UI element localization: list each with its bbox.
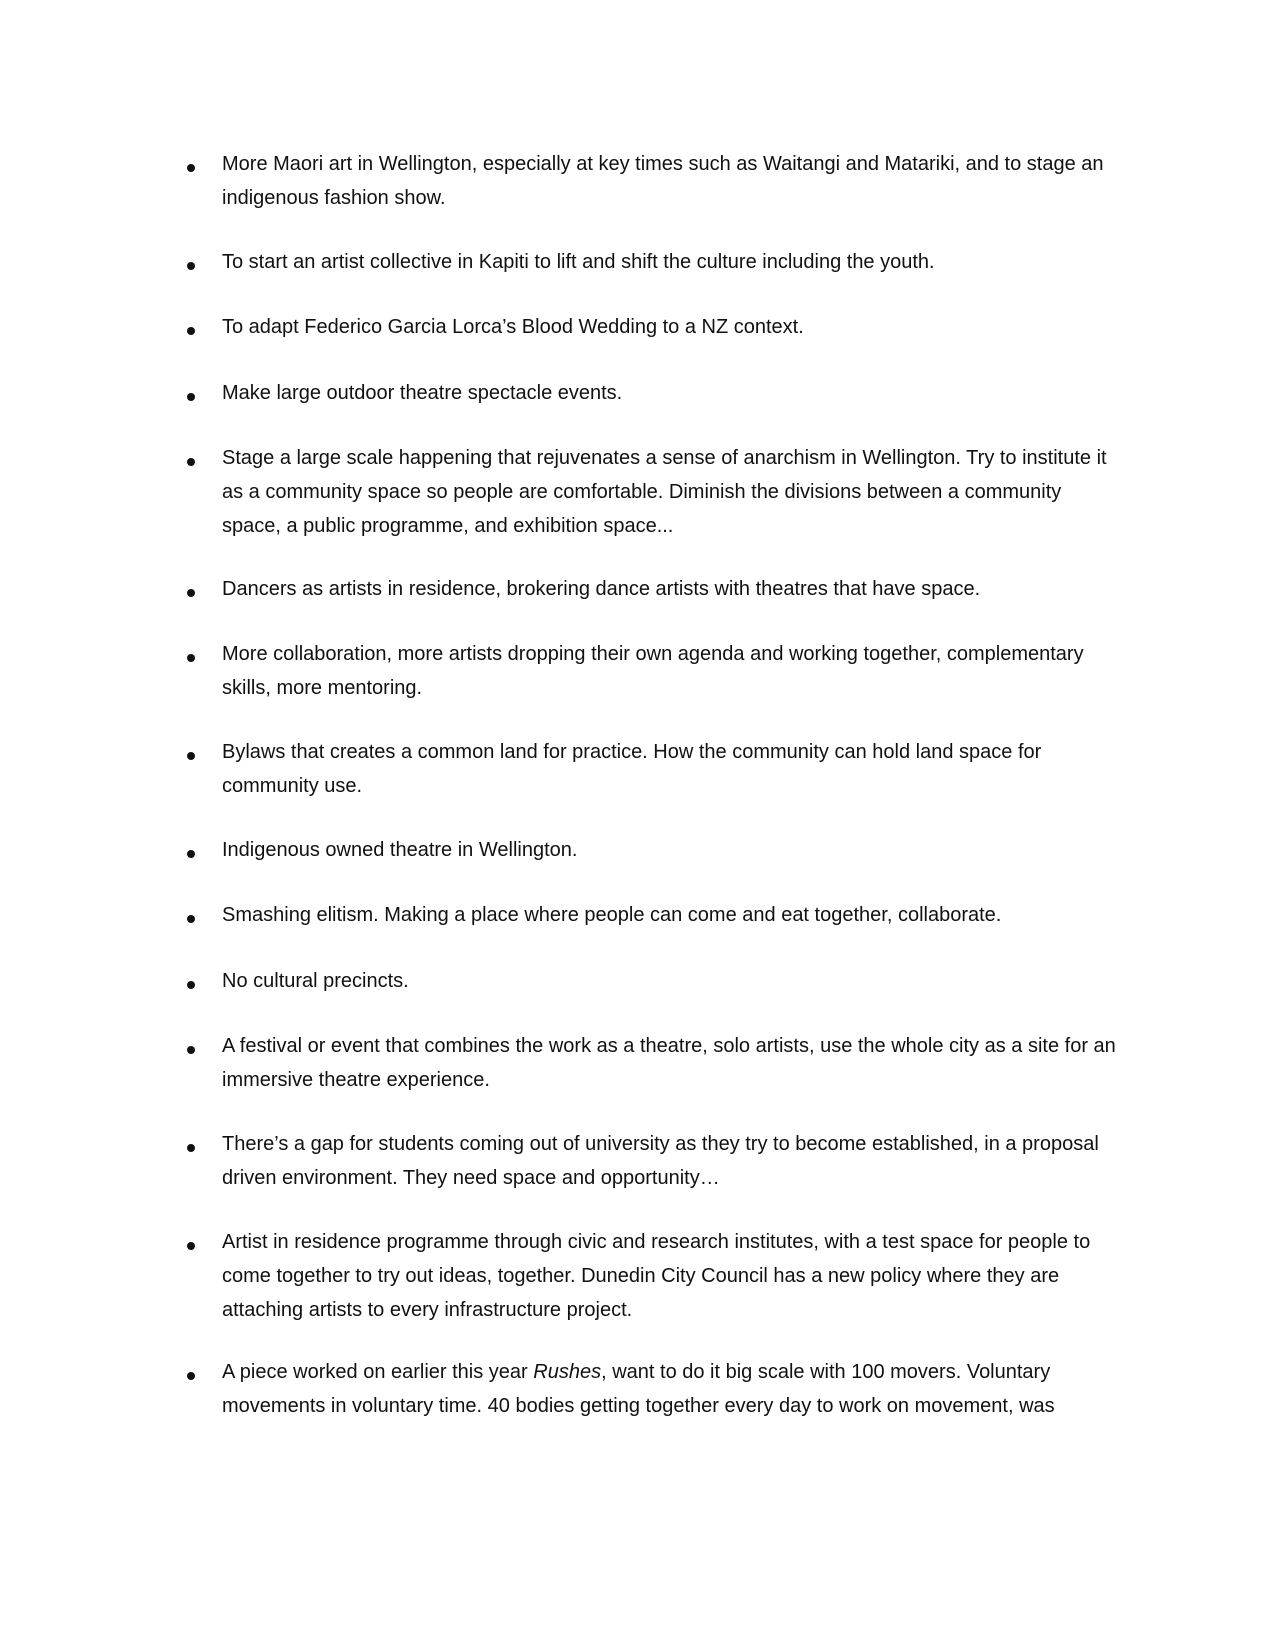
work-title: Rushes <box>533 1361 602 1383</box>
bullet-icon <box>187 1242 195 1250</box>
bullet-icon <box>187 850 195 858</box>
list-item-text: More collaboration, more artists dropping their own agenda and working together, complementary skills, more mentoring. <box>222 643 1084 699</box>
bullet-icon <box>187 589 195 597</box>
list-item-text: There’s a gap for students coming out of university as they try to become established, in a proposal driven environment. They need space and opportunity… <box>222 1133 1099 1189</box>
list-item-text: Indigenous owned theatre in Wellington. <box>222 839 578 861</box>
list-item-text: A festival or event that combines the work as a theatre, solo artists, use the whole city as a site for an immersive theatre experience. <box>222 1035 1116 1091</box>
list-item-text <box>222 1355 1117 1423</box>
list-item-text: Make large outdoor theatre spectacle events. <box>222 382 623 404</box>
list-item-text: To start an artist collective in Kapiti to lift and shift the culture including the youth. <box>222 251 935 273</box>
list-item-text: Smashing elitism. Making a place where people can come and eat together, collaborate. <box>222 904 1002 926</box>
bullet-icon <box>187 752 195 760</box>
list-item-text: More Maori art in Wellington, especially at key times such as Waitangi and Matariki, and to stage an indigenous fashion show. <box>222 153 1104 209</box>
bullet-icon <box>187 915 195 923</box>
bullet-icon <box>187 327 195 335</box>
bullet-icon <box>187 654 195 662</box>
list-item-text: To adapt Federico Garcia Lorca’s Blood Wedding to a NZ context. <box>222 316 804 338</box>
bullet-icon <box>187 458 195 466</box>
list-item-text: Stage a large scale happening that rejuvenates a sense of anarchism in Wellington. Try to institute it as a community space so people are comfortable. Diminish the divisions between a community space, a public programme, and exhibition space... <box>222 447 1107 537</box>
list-item-text-end: , want to do it big scale with 100 movers. Voluntary movements in voluntary time. 40 bodies getting together every day to work on movement, was <box>222 1361 1055 1417</box>
list-item-text: No cultural precincts. <box>222 970 409 992</box>
bullet-icon <box>187 1372 195 1380</box>
list-item-text: Artist in residence programme through civic and research institutes, with a test space for people to come together to try out ideas, together. Dunedin City Council has a new policy where they are attaching artists to every infrastructure project. <box>222 1231 1091 1321</box>
list-item-text: Dancers as artists in residence, brokering dance artists with theatres that have space. <box>222 578 981 600</box>
list-item-text: Bylaws that creates a common land for practice. How the community can hold land space for community use. <box>222 741 1042 797</box>
bullet-icon <box>187 981 195 989</box>
bullet-icon <box>187 1144 195 1152</box>
bullet-icon <box>187 164 195 172</box>
list-item-text-start: A piece worked on earlier this year <box>222 1361 534 1383</box>
bullet-icon <box>187 1046 195 1054</box>
bullet-icon <box>187 393 195 401</box>
bullet-icon <box>187 262 195 270</box>
